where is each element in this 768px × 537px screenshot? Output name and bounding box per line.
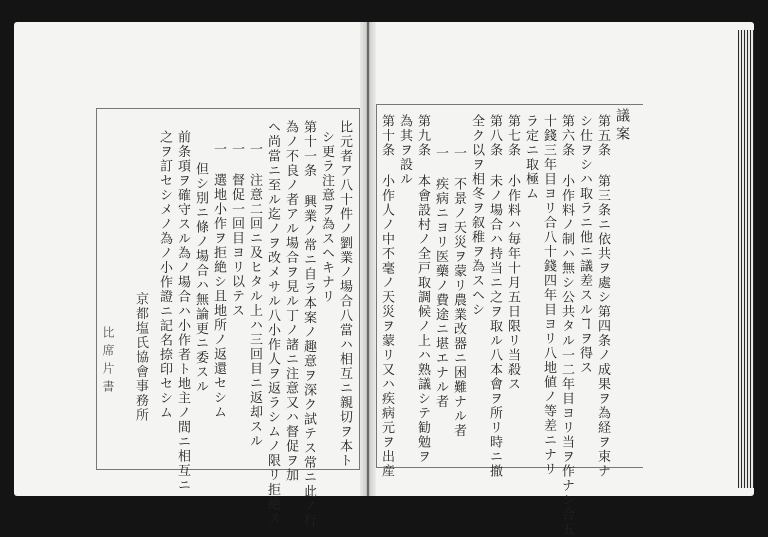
right-column-4: 十錢三年目ヨリ合八十錢四年目ヨリ八地値ノ等差ニナリ: [541, 114, 556, 477]
left-column-5: ヘ尚當ニ至ル迄ノヲ改メサル八小作人ヲ返ラシムノ限リ拒絶ス: [265, 120, 280, 526]
right-column-11: 第九条 本會設村ノ全戸取調候ノ上ハ熟議シテ勧勉ヲ: [415, 114, 430, 464]
right-column-12: 為其ヲ設ル: [397, 114, 412, 187]
right-column-6: 第七条 小作料ハ毎年十月五日限リ当殺ス: [505, 114, 520, 392]
open-book: [14, 22, 754, 537]
page-edges: [738, 30, 754, 488]
left-column-9: 但シ別ニ條ノ場合ハ無論更ニ委スル: [193, 162, 208, 394]
right-column-13: 第十条 小作人ノ中不毫ノ天災ヲ蒙リ又ハ疾病元ヲ出産: [379, 114, 394, 479]
left-column-4: 為ノ不良ノ者アル場合ヲ見ル丁ノ諸ニ注意又ハ督促ヲ加: [283, 120, 298, 483]
right-column-10: 一 疾病ニヨリ医藥ノ費途ニ堪エナル者: [433, 146, 448, 409]
right-column-7: 第八条 未ノ場合ハ持当ニ之ヲ取ル八本會ヲ所リ時ニ撤: [487, 114, 502, 479]
left-column-7: 一 督促一回目ヨリ以テス: [229, 142, 244, 318]
book-gutter: [360, 22, 376, 496]
office-signature: 京都塩氏協會事務所: [133, 292, 148, 423]
left-column-6: 一 注意二回ニ及ヒタル上ハ三回目ニ返却スル: [247, 142, 262, 449]
right-page-header: 議案: [614, 108, 630, 144]
left-column-11: 之ヲ訂セシメノ為ノ小作證ニ記名捺印セシム: [157, 130, 172, 420]
right-column-1: 第五条 第三条ニ依共ヲ處シ第四条ノ成果ヲ為経ヲ束ナ: [595, 114, 610, 479]
right-column-5: ラ定ニ取極ム: [523, 114, 538, 201]
spine-title: 比席片書: [101, 326, 115, 398]
left-column-8: 一 選地小作ヲ拒絶シ且地所ノ返還セシム: [211, 142, 226, 420]
right-column-8: 全ク以ヲ相冬ヲ叙稚ヲ為スヘシ: [469, 114, 484, 317]
right-column-9: 一 不景ノ天災ヲ蒙リ農業改器ニ困難ナル者: [451, 146, 466, 438]
left-column-10: 前条項ヲ確守スル為ノ場合ハ小作者ト地主ノ間ニ相互ニ: [175, 130, 190, 493]
left-column-1: 比元者ア八十件ノ劉業ノ場合八當ハ相互ニ親切ヲ本ト: [337, 120, 352, 468]
left-column-3: 第十一条 興業ノ常ニ自ラ本案ノ趣意ヲ深ク試テス常ニ此ノ行: [301, 120, 316, 528]
right-column-2: シ仕ヲシハ取ラニ他ニ議差スルヿヲ得ス: [577, 114, 592, 375]
right-column-3: 第六条 小作料ノ制ハ無シ公共タル一二年目ヨリ当ヲ作ナシ合五: [559, 114, 574, 537]
left-column-2: シ更ラ注意ヲ為スヘキナリ: [319, 130, 334, 304]
